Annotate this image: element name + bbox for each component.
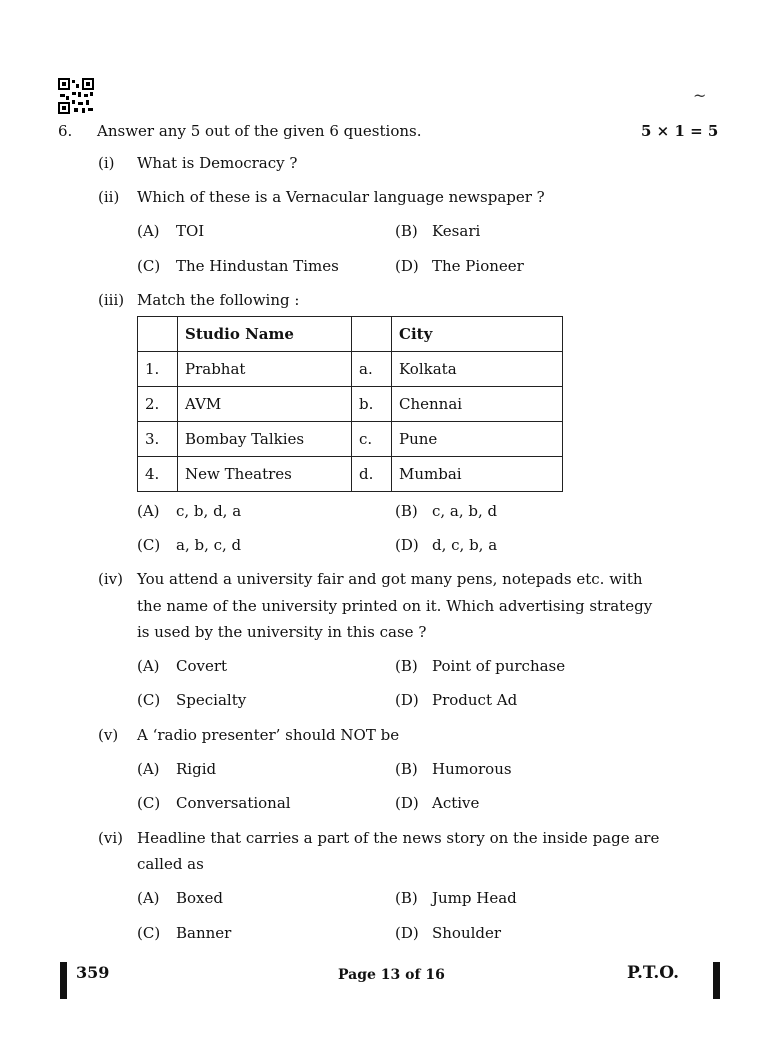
- subq-iv-line: is used by the university in this case ?: [137, 623, 427, 641]
- option-label: (D): [395, 536, 419, 554]
- table-cell: a.: [352, 352, 392, 387]
- option-label: (A): [137, 222, 160, 240]
- table-header-row: [138, 317, 563, 352]
- table-cell: b.: [352, 387, 392, 422]
- option-label: (A): [137, 657, 160, 675]
- subq-ii-text: Which of these is a Vernacular language newspaper ?: [137, 188, 545, 206]
- table-cell: Kolkata: [392, 352, 563, 387]
- option-label: (C): [137, 536, 161, 554]
- subq-vi-line: called as: [137, 855, 204, 873]
- footer-left-bar: [60, 962, 67, 999]
- option-label: (B): [395, 889, 418, 907]
- table-header-cell: [138, 317, 178, 352]
- table-cell: 4.: [138, 457, 178, 492]
- subq-vi-number: (vi): [98, 829, 123, 847]
- option-label: (B): [395, 222, 418, 240]
- paper-code: 359: [76, 963, 110, 982]
- option-text: Product Ad: [432, 691, 518, 709]
- option-text: Point of purchase: [432, 657, 566, 675]
- option-label: (B): [395, 657, 418, 675]
- option-label: (C): [137, 691, 161, 709]
- table-cell: AVM: [178, 387, 352, 422]
- option-label: (A): [137, 760, 160, 778]
- table-row: [138, 352, 563, 387]
- option-label: (B): [395, 502, 418, 520]
- option-label: (B): [395, 760, 418, 778]
- option-text: The Pioneer: [432, 257, 524, 275]
- subq-iv-line: You attend a university fair and got many pens, notepads etc. with: [137, 570, 643, 588]
- option-text: Active: [432, 794, 480, 812]
- footer-right-bar: [713, 962, 720, 999]
- option-label: (D): [395, 257, 419, 275]
- subq-iv-number: (iv): [98, 570, 123, 588]
- option-text: c, b, d, a: [176, 502, 242, 520]
- subq-iv-line: the name of the university printed on it. Which advertising strategy: [137, 597, 653, 615]
- subq-iii-text: Match the following :: [137, 291, 300, 309]
- table-cell: Pune: [392, 422, 563, 457]
- subq-v-number: (v): [98, 726, 119, 744]
- option-text: d, c, b, a: [432, 536, 498, 554]
- option-text: Specialty: [176, 691, 247, 709]
- table-row: [138, 422, 563, 457]
- option-text: Jump Head: [432, 889, 517, 907]
- table-row: [138, 457, 563, 492]
- option-label: (C): [137, 794, 161, 812]
- pto-label: P.T.O.: [627, 963, 679, 983]
- subq-vi-line: Headline that carries a part of the news story on the inside page are: [137, 829, 660, 847]
- table-header-cell: City: [392, 317, 563, 352]
- table-header-cell: [352, 317, 392, 352]
- option-text: TOI: [176, 222, 205, 240]
- option-text: a, b, c, d: [176, 536, 242, 554]
- table-cell: 2.: [138, 387, 178, 422]
- match-table: [137, 316, 563, 492]
- qr-code: [58, 78, 94, 114]
- tilde-mark: ~: [693, 86, 707, 105]
- subq-iii-number: (iii): [98, 291, 125, 309]
- table-cell: New Theatres: [178, 457, 352, 492]
- subq-i-text: What is Democracy ?: [137, 154, 298, 172]
- option-text: Shoulder: [432, 924, 502, 942]
- table-row: [138, 387, 563, 422]
- option-label: (C): [137, 257, 161, 275]
- table-cell: 3.: [138, 422, 178, 457]
- option-text: The Hindustan Times: [176, 257, 339, 275]
- subq-ii-number: (ii): [98, 188, 120, 206]
- option-text: Humorous: [432, 760, 512, 778]
- option-label: (A): [137, 502, 160, 520]
- table-cell: d.: [352, 457, 392, 492]
- option-label: (D): [395, 794, 419, 812]
- table-cell: Bombay Talkies: [178, 422, 352, 457]
- subq-i-number: (i): [98, 154, 115, 172]
- table-cell: Mumbai: [392, 457, 563, 492]
- option-text: Rigid: [176, 760, 217, 778]
- option-text: c, a, b, d: [432, 502, 498, 520]
- table-cell: c.: [352, 422, 392, 457]
- option-text: Kesari: [432, 222, 481, 240]
- option-text: Boxed: [176, 889, 223, 907]
- question-number: 6.: [58, 122, 73, 140]
- option-label: (A): [137, 889, 160, 907]
- option-label: (C): [137, 924, 161, 942]
- question-instruction: Answer any 5 out of the given 6 questions.: [97, 122, 422, 140]
- option-text: Banner: [176, 924, 232, 942]
- option-label: (D): [395, 924, 419, 942]
- option-text: Conversational: [176, 794, 291, 812]
- table-header-cell: Studio Name: [178, 317, 352, 352]
- table-cell: Prabhat: [178, 352, 352, 387]
- option-text: Covert: [176, 657, 228, 675]
- table-cell: Chennai: [392, 387, 563, 422]
- subq-v-text: A ‘radio presenter’ should NOT be: [137, 726, 400, 744]
- question-marks: 5 × 1 = 5: [641, 122, 719, 140]
- option-label: (D): [395, 691, 419, 709]
- page-number: Page 13 of 16: [338, 967, 445, 983]
- table-cell: 1.: [138, 352, 178, 387]
